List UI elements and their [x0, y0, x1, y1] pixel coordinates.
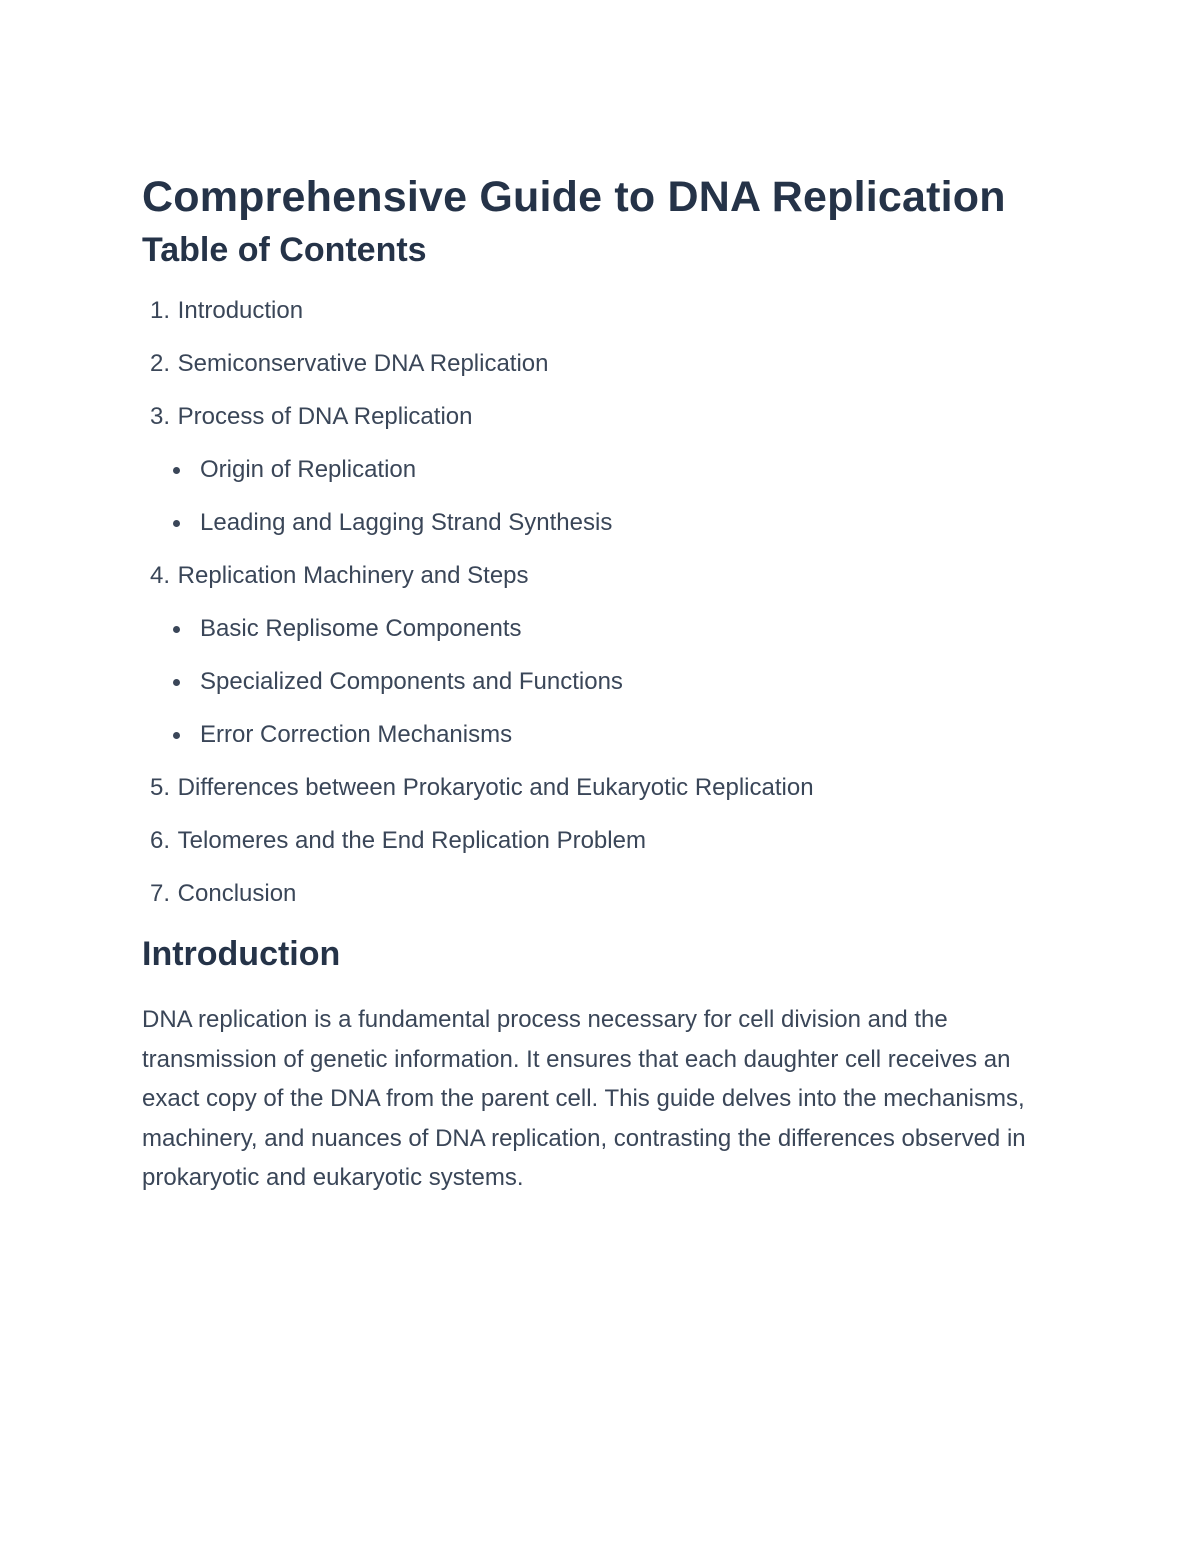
toc-subitem[interactable]: [142, 614, 1062, 644]
toc-item-label: Introduction: [177, 297, 304, 324]
toc-subitem-label: Origin of Replication: [200, 456, 417, 483]
toc-subitem[interactable]: [142, 455, 1062, 485]
bullet-icon: [173, 732, 180, 739]
toc-item-label: Conclusion: [177, 880, 297, 907]
introduction-heading: Introduction: [142, 935, 341, 973]
bullet-icon: [173, 679, 180, 686]
bullet-icon: [173, 520, 180, 527]
toc-item-number: 4.: [149, 562, 170, 589]
toc-item[interactable]: [142, 561, 1062, 750]
toc-item[interactable]: [142, 879, 1062, 909]
bullet-icon: [173, 467, 180, 474]
toc-item-number: 1.: [149, 297, 170, 324]
toc-subitem-label: Basic Replisome Components: [200, 615, 522, 642]
toc-subitem-label: Leading and Lagging Strand Synthesis: [200, 509, 613, 536]
toc-item[interactable]: [142, 826, 1062, 856]
toc-heading: Table of Contents: [142, 231, 427, 269]
toc-item[interactable]: [142, 296, 1062, 326]
table-of-contents: [142, 296, 1062, 909]
toc-item-number: 2.: [149, 350, 170, 377]
toc-item-number: 5.: [149, 774, 170, 801]
document-title: Comprehensive Guide to DNA Replication: [142, 173, 1006, 221]
toc-sublist: [142, 614, 1062, 750]
toc-item-number: 7.: [149, 880, 170, 907]
toc-item-label: Replication Machinery and Steps: [177, 562, 529, 589]
toc-item[interactable]: [142, 402, 1062, 538]
toc-item[interactable]: [142, 349, 1062, 379]
toc-subitem[interactable]: [142, 720, 1062, 750]
toc-subitem-label: Error Correction Mechanisms: [200, 721, 513, 748]
document-page: [142, 166, 1062, 1198]
toc-sublist: [142, 455, 1062, 538]
toc-item[interactable]: [142, 773, 1062, 803]
toc-item-number: 3.: [149, 403, 170, 430]
toc-item-number: 6.: [149, 827, 170, 854]
toc-subitem[interactable]: [142, 508, 1062, 538]
introduction-paragraph: DNA replication is a fundamental process necessary for cell division and the transmission of genetic information. It ensures that each daughter cell receives an exact copy of the DNA from the parent cell. This guide delves into the mechanisms, machinery, and nuances of DNA replication, contrasting the differences observed in prokaryotic and eukaryotic systems.: [142, 1006, 1026, 1192]
toc-item-label: Process of DNA Replication: [177, 403, 473, 430]
bullet-icon: [173, 626, 180, 633]
toc-item-label: Semiconservative DNA Replication: [177, 350, 549, 377]
toc-subitem-label: Specialized Components and Functions: [200, 668, 623, 695]
toc-item-label: Telomeres and the End Replication Problem: [177, 827, 646, 854]
toc-subitem[interactable]: [142, 667, 1062, 697]
toc-item-label: Differences between Prokaryotic and Eukaryotic Replication: [177, 774, 814, 801]
